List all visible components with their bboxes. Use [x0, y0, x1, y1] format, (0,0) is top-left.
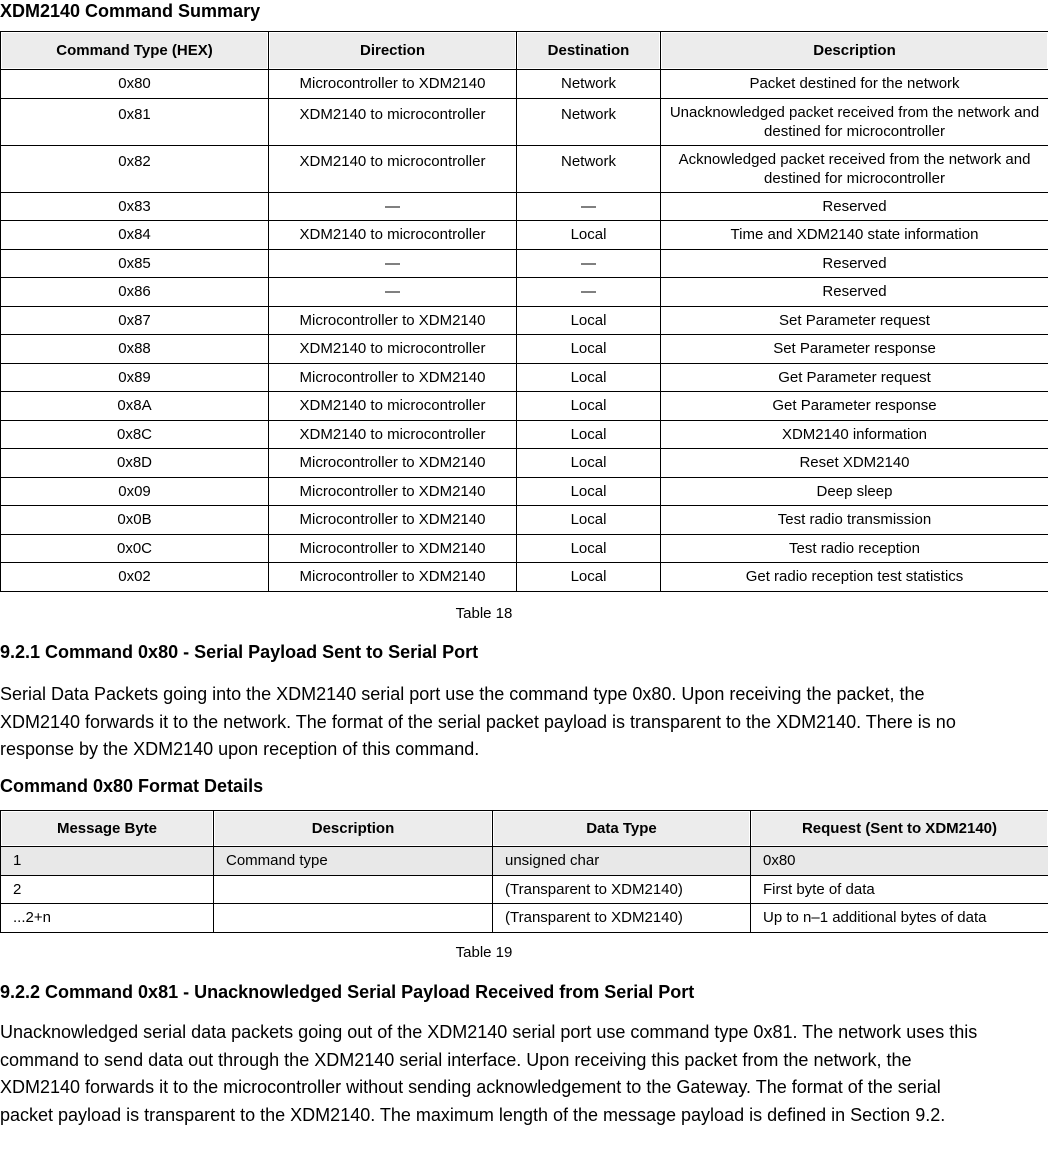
cell-direction: XDM2140 to microcontroller: [269, 145, 517, 192]
cell-direction: Microcontroller to XDM2140: [269, 363, 517, 392]
cell-description: Deep sleep: [661, 477, 1048, 506]
cell-destination: Local: [517, 392, 661, 421]
section-922-paragraph: Unacknowledged serial data packets going out of the XDM2140 serial port use command type 0x81. The network uses this command to send data out through the XDM2140 serial interface. Upon receiving this packet from the network, the XDM2140 forwards it to the microcontroller without sending acknowledgement to the Gateway. The format of the serial packet payload is transparent to the XDM2140. The maximum length of the message payload is defined in Section 9.2.: [0, 1022, 978, 1125]
cell-description: [214, 904, 493, 933]
table-row: [1, 449, 1048, 478]
header-command-type: Command Type (HEX): [1, 32, 269, 70]
cell-direction: XDM2140 to microcontroller: [269, 335, 517, 364]
cell-description: Reserved: [661, 192, 1048, 221]
cell-destination: Local: [517, 420, 661, 449]
table-row: [1, 420, 1048, 449]
cell-destination: Local: [517, 477, 661, 506]
cell-command: 0x89: [1, 363, 269, 392]
header-destination: Destination: [517, 32, 661, 70]
cell-command: 0x85: [1, 249, 269, 278]
cell-destination: Local: [517, 534, 661, 563]
command-0x80-format-table: [0, 810, 1048, 933]
cell-command: 0x81: [1, 98, 269, 145]
cell-destination: Local: [517, 449, 661, 478]
table-row: [1, 278, 1048, 307]
cell-direction: Microcontroller to XDM2140: [269, 306, 517, 335]
table-row: [1, 563, 1048, 592]
cell-direction: Microcontroller to XDM2140: [269, 563, 517, 592]
table-19-caption: Table 19: [455, 944, 513, 961]
cell-direction: Microcontroller to XDM2140: [269, 449, 517, 478]
cell-destination: Network: [517, 70, 661, 99]
cell-command: 0x8C: [1, 420, 269, 449]
table-row: [1, 534, 1048, 563]
cell-command: 0x0C: [1, 534, 269, 563]
cell-destination: Local: [517, 363, 661, 392]
cell-destination: Local: [517, 506, 661, 535]
cell-description: [214, 875, 493, 904]
cell-direction: —: [269, 192, 517, 221]
summary-title: XDM2140 Command Summary: [0, 1, 261, 21]
cell-message-byte: 1: [1, 847, 214, 876]
cell-direction: Microcontroller to XDM2140: [269, 70, 517, 99]
cell-command: 0x8D: [1, 449, 269, 478]
cell-command: 0x86: [1, 278, 269, 307]
cell-description: Get Parameter request: [661, 363, 1048, 392]
cell-description: Command type: [214, 847, 493, 876]
cell-direction: XDM2140 to microcontroller: [269, 221, 517, 250]
cell-request: Up to n–1 additional bytes of data: [751, 904, 1048, 933]
cell-direction: Microcontroller to XDM2140: [269, 477, 517, 506]
table-row: [1, 506, 1048, 535]
cell-command: 0x8A: [1, 392, 269, 421]
cell-destination: Local: [517, 221, 661, 250]
cell-description: Get Parameter response: [661, 392, 1048, 421]
table-row: [1, 306, 1048, 335]
cell-description: Test radio reception: [661, 534, 1048, 563]
command-summary-table: [0, 31, 1048, 592]
cell-description: Get radio reception test statistics: [661, 563, 1048, 592]
cell-destination: Local: [517, 563, 661, 592]
table-row: [1, 847, 1048, 876]
table-row: [1, 145, 1048, 192]
cell-destination: Network: [517, 145, 661, 192]
cell-data-type: (Transparent to XDM2140): [493, 904, 751, 933]
header-request: Request (Sent to XDM2140): [751, 811, 1048, 847]
cell-description: Set Parameter response: [661, 335, 1048, 364]
cell-command: 0x84: [1, 221, 269, 250]
section-921-paragraph: Serial Data Packets going into the XDM2140 serial port use the command type 0x80. Upon receiving the packet, the XDM2140 forwards it to the network. The format of the serial packet payload is transparent to the XDM2140. There is no response by the XDM2140 upon reception of this command.: [0, 684, 956, 759]
table-18-caption: Table 18: [455, 605, 513, 622]
cell-description: Reset XDM2140: [661, 449, 1048, 478]
format-details-title: Command 0x80 Format Details: [0, 776, 264, 796]
section-922-heading: 9.2.2 Command 0x81 - Unacknowledged Serial Payload Received from Serial Port: [0, 982, 695, 1002]
table-row: [1, 392, 1048, 421]
cell-request: First byte of data: [751, 875, 1048, 904]
header-message-byte: Message Byte: [1, 811, 214, 847]
cell-direction: XDM2140 to microcontroller: [269, 392, 517, 421]
cell-description: XDM2140 information: [661, 420, 1048, 449]
cell-direction: Microcontroller to XDM2140: [269, 506, 517, 535]
cell-description: Time and XDM2140 state information: [661, 221, 1048, 250]
cell-direction: —: [269, 278, 517, 307]
cell-destination: Local: [517, 306, 661, 335]
header-description: Description: [661, 32, 1048, 70]
cell-description: Test radio transmission: [661, 506, 1048, 535]
format-header-row: [1, 811, 1048, 847]
cell-destination: Network: [517, 98, 661, 145]
header-direction: Direction: [269, 32, 517, 70]
cell-command: 0x02: [1, 563, 269, 592]
table-row: [1, 192, 1048, 221]
cell-direction: XDM2140 to microcontroller: [269, 98, 517, 145]
cell-destination: —: [517, 278, 661, 307]
cell-command: 0x87: [1, 306, 269, 335]
cell-command: 0x09: [1, 477, 269, 506]
cell-description: Unacknowledged packet received from the network and destined for microcontroller: [661, 98, 1048, 145]
cell-direction: Microcontroller to XDM2140: [269, 534, 517, 563]
cell-destination: Local: [517, 335, 661, 364]
cell-data-type: unsigned char: [493, 847, 751, 876]
cell-description: Acknowledged packet received from the network and destined for microcontroller: [661, 145, 1048, 192]
cell-command: 0x88: [1, 335, 269, 364]
table-row: [1, 70, 1048, 99]
cell-description: Reserved: [661, 249, 1048, 278]
header-data-type: Data Type: [493, 811, 751, 847]
table-row: [1, 363, 1048, 392]
cell-request: 0x80: [751, 847, 1048, 876]
cell-direction: XDM2140 to microcontroller: [269, 420, 517, 449]
table-row: [1, 335, 1048, 364]
cell-destination: —: [517, 249, 661, 278]
cell-description: Reserved: [661, 278, 1048, 307]
cell-destination: —: [517, 192, 661, 221]
header-description: Description: [214, 811, 493, 847]
table-row: [1, 904, 1048, 933]
cell-message-byte: ...2+n: [1, 904, 214, 933]
cell-direction: —: [269, 249, 517, 278]
cell-command: 0x83: [1, 192, 269, 221]
table-row: [1, 249, 1048, 278]
table-row: [1, 221, 1048, 250]
section-921-heading: 9.2.1 Command 0x80 - Serial Payload Sent to Serial Port: [0, 642, 479, 662]
table-row: [1, 98, 1048, 145]
cell-command: 0x0B: [1, 506, 269, 535]
cell-command: 0x82: [1, 145, 269, 192]
cell-data-type: (Transparent to XDM2140): [493, 875, 751, 904]
cell-message-byte: 2: [1, 875, 214, 904]
cell-description: Set Parameter request: [661, 306, 1048, 335]
cell-command: 0x80: [1, 70, 269, 99]
table-row: [1, 477, 1048, 506]
cell-description: Packet destined for the network: [661, 70, 1048, 99]
table-row: [1, 875, 1048, 904]
summary-header-row: [1, 32, 1048, 70]
